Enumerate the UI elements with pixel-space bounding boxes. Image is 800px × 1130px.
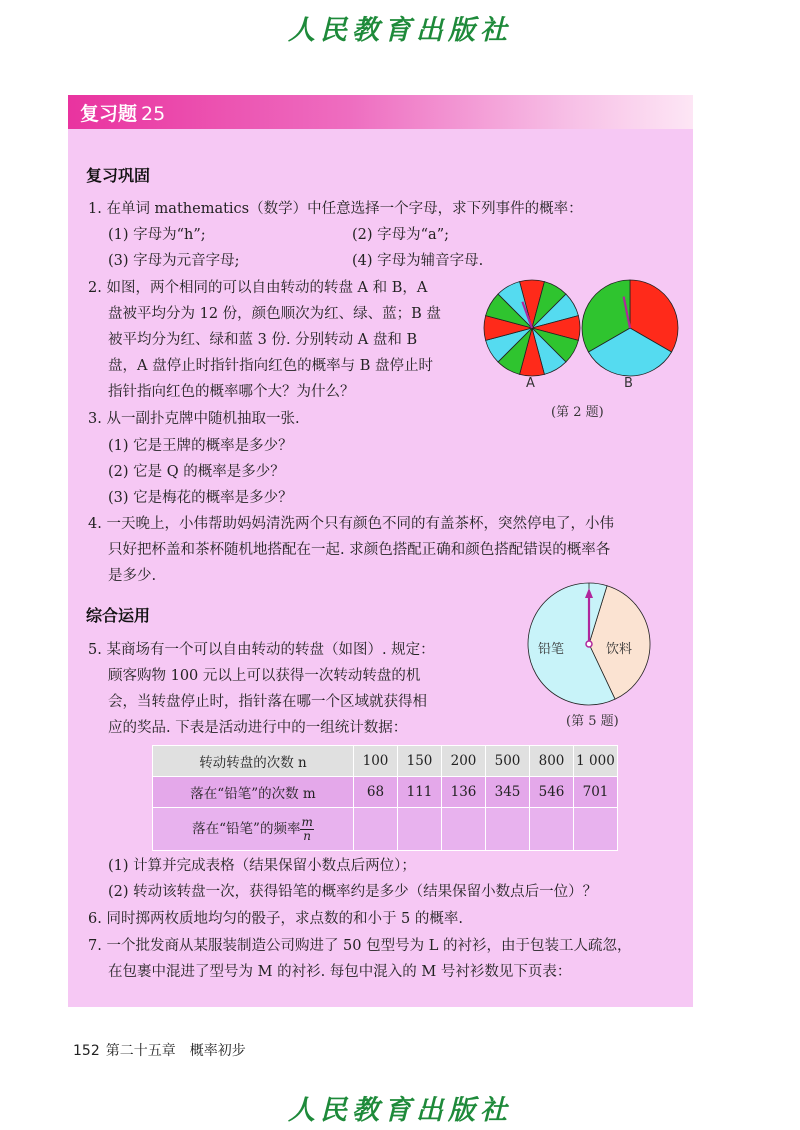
q1-part-2: (2) 字母为“a”; — [352, 227, 450, 243]
table-row-n — [153, 746, 618, 777]
spinner-label-pencil: 铅笔 — [538, 642, 565, 657]
q7-line-1: 7. 一个批发商从某服装制造公司购进了 50 包型号为 L 的衬衫，由于包装工人疏忽， — [88, 938, 632, 954]
page-number: 152 — [73, 1043, 100, 1059]
table-cell: 1 000 — [574, 746, 618, 777]
table-cell-empty[interactable] — [574, 808, 618, 851]
q1-part-3: (3) 字母为元音字母; — [108, 253, 240, 269]
q7-line-2: 在包裹中混进了型号为 M 的衬衫. 每包中混入的 M 号衬衫数见下页表： — [108, 964, 572, 980]
table-cell: 111 — [398, 777, 442, 808]
q5-part-1: (1) 计算并完成表格（结果保留小数点后两位）； — [108, 858, 416, 874]
page-footer — [73, 1040, 246, 1060]
table-cell-empty[interactable] — [442, 808, 486, 851]
table-cell: 546 — [530, 777, 574, 808]
spinner-b-label: B — [624, 376, 633, 391]
table-cell-empty[interactable] — [486, 808, 530, 851]
q4-line-2: 只好把杯盖和茶杯随机地搭配在一起. 求颜色搭配正确和颜色搭配错误的概率各 — [108, 542, 611, 558]
table-cell: 800 — [530, 746, 574, 777]
q1-part-4: (4) 字母为辅音字母. — [352, 253, 484, 269]
section-heading-application: 综合运用 — [86, 606, 151, 625]
q5-line-3: 会，当转盘停止时，指针落在哪一个区域就获得相 — [108, 694, 427, 710]
q6-line: 6. 同时掷两枚质地均匀的骰子，求点数的和小于 5 的概率. — [88, 911, 464, 927]
table-cell: 701 — [574, 777, 618, 808]
table-header-frequency: 落在“铅笔”的频率 $\frac{m}{n}$ — [153, 808, 354, 851]
table-cell: 345 — [486, 777, 530, 808]
publisher-logo-top: 人民教育出版社 — [288, 15, 512, 46]
table-row-frequency — [153, 808, 618, 851]
table-cell-empty[interactable] — [398, 808, 442, 851]
prize-pointer-hub — [586, 641, 592, 647]
table-cell-empty[interactable] — [354, 808, 398, 851]
q2-line-4: 盘，A 盘停止时指针指向红色的概率与 B 盘停止时 — [108, 358, 433, 374]
q3-part-2: (2) 它是 Q 的概率是多少？ — [108, 464, 285, 480]
q5-caption: (第 5 题) — [566, 714, 619, 729]
q2-line-2: 盘被平均分为 12 份，颜色顺次为红、绿、蓝；B 盘 — [108, 306, 441, 322]
q5-line-4: 应的奖品. 下表是活动进行中的一组统计数据： — [108, 720, 408, 736]
table-header-m: 落在“铅笔”的次数 m — [153, 777, 354, 808]
table-cell: 136 — [442, 777, 486, 808]
q5-line-2: 顾客购物 100 元以上可以获得一次转动转盘的机 — [108, 668, 421, 684]
q2-line-5: 指针指向红色的概率哪个大？为什么？ — [108, 384, 355, 400]
spinners-figure — [480, 278, 685, 378]
q3-part-3: (3) 它是梅花的概率是多少？ — [108, 490, 293, 506]
table-header-n: 转动转盘的次数 n — [153, 746, 354, 777]
publisher-logo-bottom: 人民教育出版社 — [288, 1095, 512, 1126]
statistics-table — [152, 745, 618, 851]
q2-line-1: 2. 如图，两个相同的可以自由转动的转盘 A 和 B，A — [88, 280, 428, 296]
q5-part-2: (2) 转动该转盘一次，获得铅笔的概率约是多少（结果保留小数点后一位）？ — [108, 884, 598, 900]
chapter-title: 第二十五章 概率初步 — [105, 1043, 246, 1059]
table-cell: 150 — [398, 746, 442, 777]
q5-line-1: 5. 某商场有一个可以自由转动的转盘（如图）. 规定： — [88, 642, 435, 658]
table-cell: 500 — [486, 746, 530, 777]
q3-part-1: (1) 它是王牌的概率是多少？ — [108, 438, 293, 454]
spinner-a — [484, 280, 580, 376]
section-heading-review: 复习巩固 — [86, 166, 151, 185]
spinner-label-drink: 饮料 — [606, 642, 633, 657]
table-row-m — [153, 777, 618, 808]
fraction-m-over-n: $\frac{m}{n}$ — [301, 814, 313, 843]
q4-line-1: 4. 一天晚上，小伟帮助妈妈清洗两个只有颜色不同的有盖茶杯，突然停电了，小伟 — [88, 516, 614, 532]
table-cell: 68 — [354, 777, 398, 808]
q4-line-3: 是多少. — [108, 568, 157, 584]
page-title: 复习题 25 — [80, 103, 166, 125]
table-cell-empty[interactable] — [530, 808, 574, 851]
spinner-a-label: A — [526, 376, 535, 391]
table-cell: 200 — [442, 746, 486, 777]
q1-part-1: (1) 字母为“h”; — [108, 227, 206, 243]
q3-line: 3. 从一副扑克牌中随机抽取一张. — [88, 411, 300, 427]
q2-caption: (第 2 题) — [551, 405, 604, 420]
table-cell: 100 — [354, 746, 398, 777]
spinner-b — [582, 280, 678, 376]
q1-line: 1. 在单词 mathematics（数学）中任意选择一个字母，求下列事件的概率： — [88, 201, 583, 217]
q2-line-3: 被平均分为红、绿和蓝 3 份. 分别转动 A 盘和 B — [108, 332, 418, 348]
